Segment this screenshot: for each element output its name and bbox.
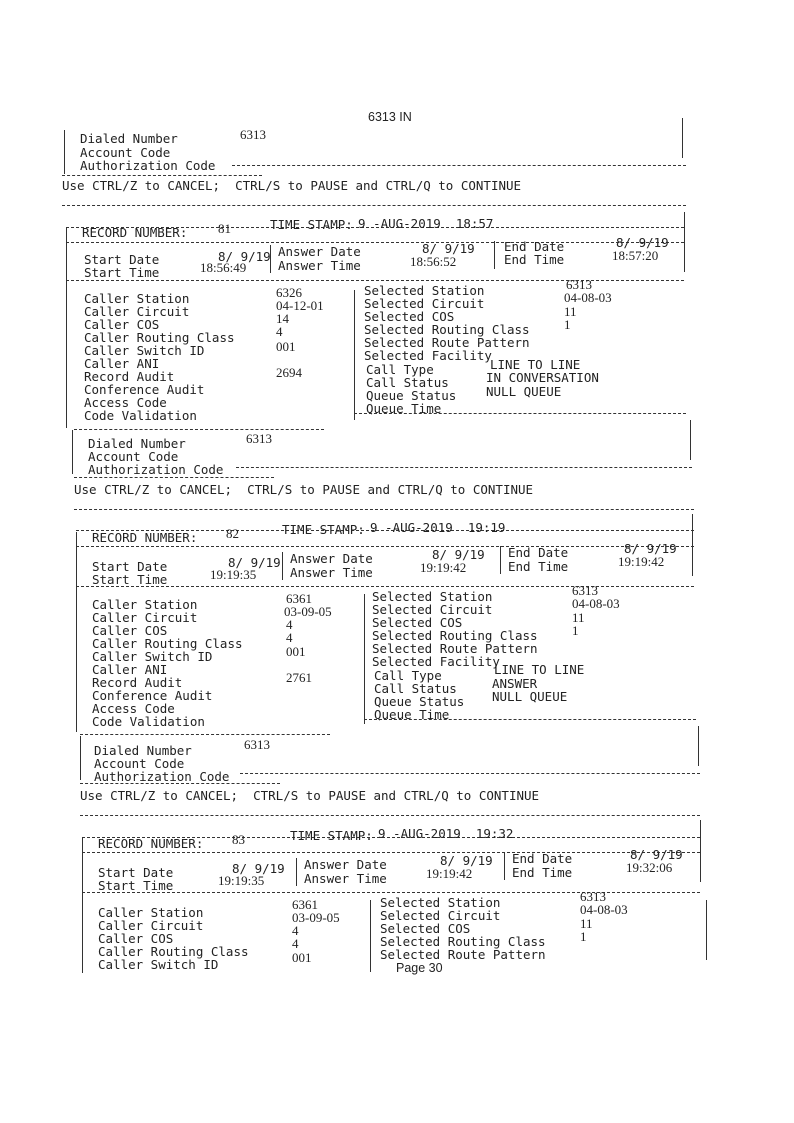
start-date-value: 8/ 9/19 xyxy=(218,249,271,264)
separator xyxy=(370,900,371,972)
conference-audit-label: Conference Audit xyxy=(92,688,213,703)
divider xyxy=(82,852,700,853)
call-status-label: Call Status xyxy=(374,681,457,696)
border-right xyxy=(698,726,699,766)
account-code-label: Account Code xyxy=(80,145,171,160)
caller-station-value: 6361 xyxy=(292,897,318,912)
answer-date-label: Answer Date xyxy=(290,551,373,566)
record-number-value: 82 xyxy=(226,526,239,541)
selected-facility-label: Selected Facility xyxy=(372,654,500,669)
start-time-value: 19:19:35 xyxy=(210,567,257,582)
start-time-label: Start Time xyxy=(92,572,168,587)
divider xyxy=(76,546,694,547)
caller-station-value: 6361 xyxy=(286,591,312,606)
answer-date-label: Answer Date xyxy=(278,244,361,259)
caller-circuit-value: 03-09-05 xyxy=(292,910,340,925)
selected-circuit-value: 04-08-03 xyxy=(564,290,612,305)
caller-cos-label: Caller COS xyxy=(84,317,160,332)
caller-switch-id-label: Caller Switch ID xyxy=(92,649,213,664)
answer-time-label: Answer Time xyxy=(304,871,387,886)
dialed-number-label: Dialed Number xyxy=(80,131,178,146)
answer-date-value: 8/ 9/19 xyxy=(432,547,485,562)
caller-ani-value: 2694 xyxy=(276,365,302,380)
caller-switch-id-label: Caller Switch ID xyxy=(84,343,205,358)
separator xyxy=(494,241,495,269)
authorization-code-label: Authorization Code xyxy=(88,462,224,477)
access-code-label: Access Code xyxy=(84,395,167,410)
divider xyxy=(80,815,700,816)
caller-routing-class-value: 4 xyxy=(286,630,293,645)
divider xyxy=(232,165,686,166)
queue-time-label: Queue Time xyxy=(374,707,450,722)
end-date-value: 8/ 9/19 xyxy=(616,235,669,250)
account-code-label: Account Code xyxy=(88,449,179,464)
time-stamp-label: TIME STAMP: xyxy=(290,828,373,843)
time-stamp-value: 9 -AUG-2019 19:32 xyxy=(378,826,514,841)
caller-cos-label: Caller COS xyxy=(98,931,174,946)
answer-date-label: Answer Date xyxy=(304,857,387,872)
selected-cos-value: 11 xyxy=(564,304,577,319)
end-time-value: 19:32:06 xyxy=(626,860,673,875)
end-date-label: End Date xyxy=(512,851,573,866)
divider xyxy=(80,783,280,784)
dialed-number-label: Dialed Number xyxy=(88,436,186,451)
record-number-label: RECORD NUMBER: xyxy=(98,836,204,851)
call-type-value: LINE TO LINE xyxy=(490,357,581,372)
selected-circuit-value: 04-08-03 xyxy=(580,902,628,917)
record-audit-label: Record Audit xyxy=(84,369,175,384)
caller-station-label: Caller Station xyxy=(98,905,204,920)
time-stamp-value: 9 -AUG-2019 19:19 xyxy=(370,520,506,535)
selected-route-pattern-label: Selected Route Pattern xyxy=(364,335,530,350)
answer-date-value: 8/ 9/19 xyxy=(422,241,475,256)
page-number: Page 30 xyxy=(396,961,443,975)
authorization-code-label: Authorization Code xyxy=(80,158,216,173)
separator xyxy=(296,858,297,886)
time-stamp-label: TIME STAMP: xyxy=(282,522,365,537)
selected-routing-class-label: Selected Routing Class xyxy=(372,628,538,643)
call-type-value: LINE TO LINE xyxy=(494,662,585,677)
queue-status-value: NULL QUEUE xyxy=(486,384,562,399)
cancel-instructions: Use CTRL/Z to CANCEL; CTRL/S to PAUSE and CTRL/Q to CONTINUE xyxy=(62,178,522,193)
end-date-value: 8/ 9/19 xyxy=(624,541,677,556)
cancel-instructions: Use CTRL/Z to CANCEL; CTRL/S to PAUSE and CTRL/Q to CONTINUE xyxy=(74,482,534,497)
caller-station-label: Caller Station xyxy=(84,291,190,306)
record-number-label: RECORD NUMBER: xyxy=(82,225,188,240)
caller-circuit-value: 04-12-01 xyxy=(276,298,324,313)
account-code-label: Account Code xyxy=(94,756,185,771)
caller-switch-id-label: Caller Switch ID xyxy=(98,957,219,972)
code-validation-label: Code Validation xyxy=(92,714,205,729)
selected-station-label: Selected Station xyxy=(364,283,485,298)
separator xyxy=(364,594,365,724)
caller-switch-id-value: 001 xyxy=(276,339,296,354)
dialed-number-value: 6313 xyxy=(244,737,270,752)
start-date-label: Start Date xyxy=(84,252,160,267)
record-number-value: 81 xyxy=(218,221,231,236)
time-stamp-label: TIME STAMP: xyxy=(270,217,353,232)
start-date-value: 8/ 9/19 xyxy=(232,861,285,876)
caller-circuit-value: 03-09-05 xyxy=(284,604,332,619)
caller-station-value: 6326 xyxy=(276,285,302,300)
selected-facility-label: Selected Facility xyxy=(364,348,492,363)
answer-date-value: 8/ 9/19 xyxy=(440,853,493,868)
border-right xyxy=(682,118,683,158)
selected-circuit-label: Selected Circuit xyxy=(372,602,493,617)
caller-circuit-label: Caller Circuit xyxy=(84,304,190,319)
caller-routing-class-label: Caller Routing Class xyxy=(98,944,249,959)
selected-station-label: Selected Station xyxy=(372,589,493,604)
caller-switch-id-value: 001 xyxy=(286,644,306,659)
selected-route-pattern-label: Selected Route Pattern xyxy=(380,947,546,962)
caller-circuit-label: Caller Circuit xyxy=(98,918,204,933)
end-time-label: End Time xyxy=(504,252,565,267)
call-type-label: Call Type xyxy=(374,668,442,683)
divider xyxy=(354,413,686,414)
caller-cos-value: 4 xyxy=(286,617,293,632)
divider xyxy=(74,509,694,510)
selected-circuit-value: 04-08-03 xyxy=(572,596,620,611)
selected-routing-class-value: 1 xyxy=(572,623,579,638)
border-left xyxy=(82,838,83,973)
selected-station-value: 6313 xyxy=(572,583,598,598)
caller-station-label: Caller Station xyxy=(92,597,198,612)
start-date-label: Start Date xyxy=(92,559,168,574)
dialed-number-value: 6313 xyxy=(246,431,272,446)
answer-time-value: 19:19:42 xyxy=(420,560,467,575)
caller-routing-class-value: 4 xyxy=(276,324,283,339)
border-right xyxy=(706,900,707,960)
start-time-label: Start Time xyxy=(84,265,160,280)
selected-routing-class-value: 1 xyxy=(564,317,571,332)
selected-station-value: 6313 xyxy=(566,277,592,292)
selected-cos-label: Selected COS xyxy=(380,921,471,936)
caller-ani-label: Caller ANI xyxy=(84,356,160,371)
caller-cos-value: 4 xyxy=(292,923,299,938)
call-status-value: ANSWER xyxy=(492,676,538,691)
start-date-label: Start Date xyxy=(98,865,174,880)
border-left xyxy=(64,130,65,174)
access-code-label: Access Code xyxy=(92,701,175,716)
selected-route-pattern-label: Selected Route Pattern xyxy=(372,641,538,656)
record-audit-label: Record Audit xyxy=(92,675,183,690)
end-date-value: 8/ 9/19 xyxy=(630,847,683,862)
end-date-label: End Date xyxy=(504,239,565,254)
separator xyxy=(500,546,501,574)
answer-time-value: 19:19:42 xyxy=(426,866,473,881)
time-stamp-value: 9 -AUG-2019 18:57 xyxy=(358,216,494,231)
divider xyxy=(240,773,700,774)
cancel-instructions: Use CTRL/Z to CANCEL; CTRL/S to PAUSE and CTRL/Q to CONTINUE xyxy=(80,788,540,803)
end-time-value: 19:19:42 xyxy=(618,554,665,569)
divider xyxy=(236,467,692,468)
separator xyxy=(504,852,505,880)
border-right xyxy=(692,514,693,576)
selected-cos-value: 11 xyxy=(572,610,585,625)
call-status-value: IN CONVERSATION xyxy=(486,370,599,385)
caller-routing-class-value: 4 xyxy=(292,936,299,951)
dialed-number-label: Dialed Number xyxy=(94,743,192,758)
caller-routing-class-label: Caller Routing Class xyxy=(92,636,243,651)
caller-ani-label: Caller ANI xyxy=(92,662,168,677)
divider xyxy=(66,242,684,243)
border-left xyxy=(76,532,77,732)
start-date-value: 8/ 9/19 xyxy=(228,555,281,570)
selected-routing-class-label: Selected Routing Class xyxy=(364,322,530,337)
divider xyxy=(74,477,274,478)
divider xyxy=(62,205,686,206)
caller-cos-label: Caller COS xyxy=(92,623,168,638)
selected-routing-class-label: Selected Routing Class xyxy=(380,934,546,949)
end-time-value: 18:57:20 xyxy=(612,248,659,263)
conference-audit-label: Conference Audit xyxy=(84,382,205,397)
selected-circuit-label: Selected Circuit xyxy=(380,908,501,923)
divider xyxy=(364,719,696,720)
queue-status-value: NULL QUEUE xyxy=(492,689,568,704)
caller-routing-class-label: Caller Routing Class xyxy=(84,330,235,345)
queue-status-label: Queue Status xyxy=(374,694,465,709)
border-right xyxy=(690,420,691,460)
caller-circuit-label: Caller Circuit xyxy=(92,610,198,625)
separator xyxy=(282,552,283,580)
divider xyxy=(76,586,694,587)
selected-routing-class-value: 1 xyxy=(580,929,587,944)
caller-ani-value: 2761 xyxy=(286,670,312,685)
divider xyxy=(82,892,700,893)
divider xyxy=(62,175,262,176)
selected-station-label: Selected Station xyxy=(380,895,501,910)
divider xyxy=(80,734,330,735)
page-title: 6313 IN xyxy=(368,110,412,124)
queue-time-label: Queue Time xyxy=(366,401,442,416)
border-right xyxy=(684,212,685,272)
record-number-label: RECORD NUMBER: xyxy=(92,530,198,545)
call-status-label: Call Status xyxy=(366,375,449,390)
start-time-value: 19:19:35 xyxy=(218,873,265,888)
border-right xyxy=(700,820,701,882)
border-left xyxy=(72,430,73,474)
queue-status-label: Queue Status xyxy=(366,388,457,403)
answer-time-label: Answer Time xyxy=(278,258,361,273)
call-type-label: Call Type xyxy=(366,362,434,377)
answer-time-label: Answer Time xyxy=(290,565,373,580)
record-number-value: 83 xyxy=(232,832,245,847)
separator xyxy=(354,290,355,420)
selected-station-value: 6313 xyxy=(580,889,606,904)
selected-cos-value: 11 xyxy=(580,916,593,931)
end-time-label: End Time xyxy=(512,865,573,880)
end-date-label: End Date xyxy=(508,545,569,560)
caller-cos-value: 14 xyxy=(276,311,289,326)
border-left xyxy=(66,228,67,428)
selected-cos-label: Selected COS xyxy=(372,615,463,630)
authorization-code-label: Authorization Code xyxy=(94,769,230,784)
start-time-label: Start Time xyxy=(98,878,174,893)
end-time-label: End Time xyxy=(508,559,569,574)
answer-time-value: 18:56:52 xyxy=(410,254,457,269)
selected-cos-label: Selected COS xyxy=(364,309,455,324)
selected-circuit-label: Selected Circuit xyxy=(364,296,485,311)
caller-switch-id-value: 001 xyxy=(292,950,312,965)
separator xyxy=(270,245,271,273)
code-validation-label: Code Validation xyxy=(84,408,197,423)
divider xyxy=(74,429,324,430)
border-left xyxy=(80,736,81,780)
dialed-number-value: 6313 xyxy=(240,127,266,142)
start-time-value: 18:56:49 xyxy=(200,260,247,275)
